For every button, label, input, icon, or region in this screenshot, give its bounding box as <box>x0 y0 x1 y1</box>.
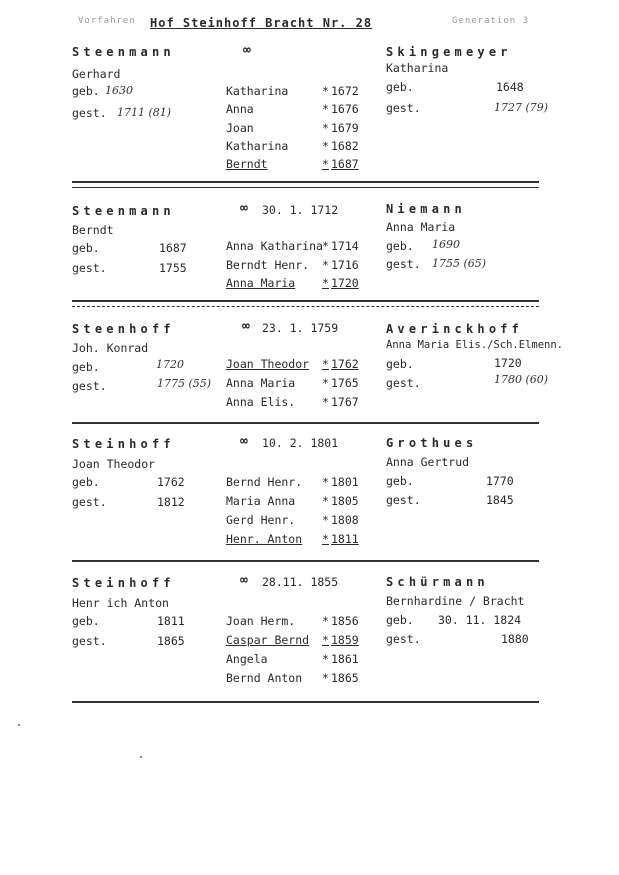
husband-born-label: geb. <box>72 360 100 374</box>
child-born-symbol: * <box>322 121 329 135</box>
child-name: Joan Herm. <box>226 614 296 628</box>
husband-born-year: 1687 <box>159 241 187 255</box>
child-born-year: 1801 <box>331 475 359 489</box>
child-born-year: 1716 <box>331 258 359 272</box>
child-born-symbol: * <box>322 395 329 409</box>
wife-surname: Schürmann <box>386 575 489 589</box>
child-born-symbol: * <box>322 84 329 98</box>
section-divider <box>72 560 539 562</box>
husband-died-year: 1812 <box>157 495 185 509</box>
heir-child-name: Anna Maria <box>226 276 296 290</box>
husband-died-year: 1865 <box>157 634 185 648</box>
husband-born-label: geb. <box>72 614 100 628</box>
wife-given-name: Anna Maria Elis./Sch.Elmenn. <box>386 339 564 351</box>
husband-given-name: Joh. Konrad <box>72 341 149 355</box>
wife-born-year: 1770 <box>486 474 514 488</box>
child-born-year: 1765 <box>331 376 359 390</box>
child-name: Katharina <box>226 139 289 153</box>
wife-died-year: 1880 <box>501 632 529 646</box>
wife-born-year: 1690 <box>432 238 460 251</box>
husband-born-year: 1720 <box>156 358 184 371</box>
husband-born-year: 1762 <box>157 475 185 489</box>
husband-died-label: gest. <box>72 379 107 393</box>
marriage-symbol: ∞ <box>240 434 248 449</box>
wife-born-label: geb. <box>386 357 414 371</box>
heir-child-name: Caspar Bernd <box>226 633 310 647</box>
wife-died-year: 1780 (60) <box>494 373 549 386</box>
child-name: Angela <box>226 652 268 666</box>
child-born-year: 1856 <box>331 614 359 628</box>
child-name: Anna Elis. <box>226 395 296 409</box>
husband-given-name: Joan Theodor <box>72 457 156 471</box>
child-name: Anna Katharina <box>226 239 323 253</box>
child-born-symbol: * <box>322 633 329 647</box>
child-born-symbol: * <box>322 614 329 628</box>
marriage-symbol: ∞ <box>242 319 250 334</box>
wife-born-date: 30. 11. 1824 <box>438 613 522 627</box>
wife-died-year: 1845 <box>486 493 514 507</box>
husband-born-label: geb. <box>72 84 100 98</box>
husband-born-year: 1811 <box>157 614 185 628</box>
child-born-symbol: * <box>322 671 329 685</box>
section-divider <box>72 701 539 703</box>
wife-died-label: gest. <box>386 376 421 390</box>
child-born-year: 1767 <box>331 395 359 409</box>
child-born-year: 1714 <box>331 239 359 253</box>
wife-born-label: geb. <box>386 80 414 94</box>
child-born-symbol: * <box>322 494 329 508</box>
child-born-year: 1679 <box>331 121 359 135</box>
wife-given-name: Anna Maria <box>386 220 456 234</box>
section-divider <box>72 300 539 302</box>
wife-born-label: geb. <box>386 613 414 627</box>
child-born-symbol: * <box>322 139 329 153</box>
child-born-year: 1861 <box>331 652 359 666</box>
child-name: Bernd Anton <box>226 671 303 685</box>
husband-died-label: gest. <box>72 495 107 509</box>
child-born-year: 1808 <box>331 513 359 527</box>
child-name: Katharina <box>226 84 289 98</box>
husband-born-label: geb. <box>72 241 100 255</box>
child-born-symbol: * <box>322 258 329 272</box>
heir-child-name: Joan Theodor <box>226 357 310 371</box>
section-divider <box>72 187 539 188</box>
wife-born-label: geb. <box>386 474 414 488</box>
heir-child-name: Henr. Anton <box>226 532 303 546</box>
husband-born-year: 1630 <box>105 84 133 97</box>
husband-given-name: Henr ich Anton <box>72 596 169 610</box>
husband-surname: Steenhoff <box>72 322 175 336</box>
child-name: Gerd Henr. <box>226 513 296 527</box>
marriage-symbol: ∞ <box>243 43 251 58</box>
child-name: Joan <box>226 121 254 135</box>
husband-given-name: Berndt <box>72 223 114 237</box>
wife-surname: Skingemeyer <box>386 45 512 59</box>
husband-given-name: Gerhard <box>72 67 121 81</box>
wife-given-name: Katharina <box>386 61 449 75</box>
wife-died-label: gest. <box>386 257 421 271</box>
child-born-symbol: * <box>322 357 329 371</box>
page-title: Hof Steinhoff Bracht Nr. 28 <box>150 16 373 30</box>
child-born-year: 1805 <box>331 494 359 508</box>
header-ghost-right: Generation 3 <box>452 16 530 26</box>
husband-died-year: 1755 <box>159 261 187 275</box>
husband-born-label: geb. <box>72 475 100 489</box>
wife-surname: Averinckhoff <box>386 322 524 336</box>
wife-born-year: 1648 <box>496 80 524 94</box>
wife-died-label: gest. <box>386 632 421 646</box>
child-born-symbol: * <box>322 102 329 116</box>
child-born-symbol: * <box>322 532 329 546</box>
husband-died-year: 1775 (55) <box>157 377 212 390</box>
child-born-year: 1682 <box>331 139 359 153</box>
child-born-year: 1865 <box>331 671 359 685</box>
marriage-symbol: ∞ <box>240 573 248 588</box>
child-born-symbol: * <box>322 513 329 527</box>
wife-surname: Grothues <box>386 436 478 450</box>
child-name: Anna <box>226 102 254 116</box>
wife-given-name: Anna Gertrud <box>386 455 470 469</box>
heir-child-name: Berndt <box>226 157 268 171</box>
wife-surname: Niemann <box>386 202 466 216</box>
marriage-date: 28.11. 1855 <box>262 575 339 589</box>
husband-died-year: 1711 (81) <box>117 106 172 119</box>
husband-died-label: gest. <box>72 634 107 648</box>
husband-surname: Steenmann <box>72 204 175 218</box>
child-born-symbol: * <box>322 276 329 290</box>
paper-speck <box>140 756 142 758</box>
heir-child-born-year: 1720 <box>331 276 359 290</box>
wife-born-label: geb. <box>386 239 414 253</box>
section-divider <box>72 181 539 183</box>
husband-surname: Steenmann <box>72 45 175 59</box>
marriage-date: 30. 1. 1712 <box>262 203 339 217</box>
husband-surname: Steinhoff <box>72 576 175 590</box>
section-divider <box>72 422 539 424</box>
child-name: Berndt Henr. <box>226 258 310 272</box>
wife-died-label: gest. <box>386 493 421 507</box>
heir-child-born-year: 1811 <box>331 532 359 546</box>
wife-died-label: gest. <box>386 101 421 115</box>
child-born-symbol: * <box>322 652 329 666</box>
child-born-symbol: * <box>322 157 329 171</box>
heir-child-born-year: 1859 <box>331 633 359 647</box>
heir-child-born-year: 1687 <box>331 157 359 171</box>
husband-surname: Steinhoff <box>72 437 175 451</box>
child-born-symbol: * <box>322 475 329 489</box>
wife-died-year: 1755 (65) <box>432 257 487 270</box>
marriage-date: 10. 2. 1801 <box>262 436 339 450</box>
husband-died-label: gest. <box>72 261 107 275</box>
marriage-date: 23. 1. 1759 <box>262 321 339 335</box>
child-name: Anna Maria <box>226 376 296 390</box>
paper-speck <box>18 724 20 726</box>
wife-born-year: 1720 <box>494 356 522 370</box>
child-born-year: 1676 <box>331 102 359 116</box>
child-name: Bernd Henr. <box>226 475 303 489</box>
child-born-symbol: * <box>322 376 329 390</box>
section-divider <box>72 306 539 307</box>
child-born-symbol: * <box>322 239 329 253</box>
header-ghost-left: Vorfahren <box>78 16 136 26</box>
heir-child-born-year: 1762 <box>331 357 359 371</box>
child-born-year: 1672 <box>331 84 359 98</box>
wife-died-year: 1727 (79) <box>494 101 549 114</box>
child-name: Maria Anna <box>226 494 296 508</box>
husband-died-label: gest. <box>72 106 107 120</box>
marriage-symbol: ∞ <box>240 201 248 216</box>
wife-given-name: Bernhardine / Bracht <box>386 594 525 608</box>
